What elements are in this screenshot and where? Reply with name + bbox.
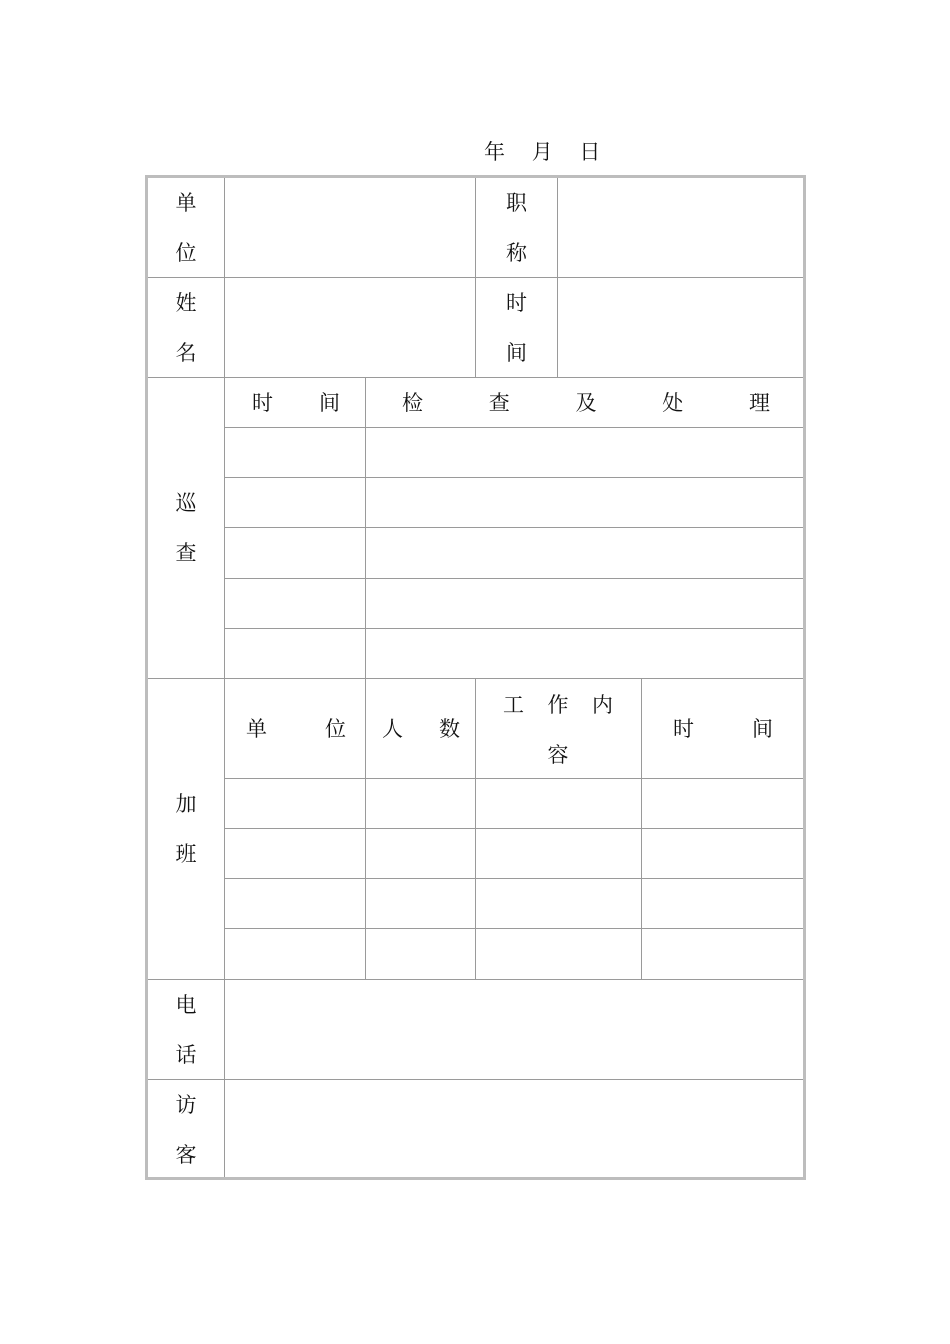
unit-field[interactable] (225, 178, 475, 277)
overtime-work-header: 工 作 内 容 (503, 693, 613, 767)
patrol-check-header: 检 查 及 处 理 (402, 391, 770, 415)
overtime-time-header: 时 间 (673, 717, 773, 741)
patrol-label: 巡 查 (175, 491, 197, 565)
duty-log-form (145, 175, 806, 1180)
name-field[interactable] (225, 278, 475, 377)
overtime-row[interactable] (225, 779, 803, 828)
patrol-row[interactable] (225, 629, 803, 678)
visitor-field[interactable] (225, 1080, 803, 1177)
overtime-count-header: 人 数 (382, 717, 460, 741)
date-line: 年 月 日 (484, 140, 601, 164)
overtime-row[interactable] (225, 879, 803, 928)
overtime-label: 加 班 (175, 792, 197, 866)
patrol-row[interactable] (225, 528, 803, 578)
title-label: 职 称 (506, 191, 527, 265)
overtime-unit-header: 单 位 (246, 717, 346, 741)
unit-label: 单 位 (175, 191, 197, 265)
patrol-time-header: 时 间 (252, 391, 340, 415)
visitor-label: 访 客 (175, 1093, 197, 1167)
patrol-row[interactable] (225, 478, 803, 527)
overtime-row[interactable] (225, 929, 803, 979)
phone-field[interactable] (225, 980, 803, 1079)
patrol-row[interactable] (225, 428, 803, 477)
time-label: 时 间 (506, 291, 527, 365)
name-label: 姓 名 (175, 291, 197, 365)
phone-label: 电 话 (175, 993, 197, 1067)
time-field[interactable] (558, 278, 803, 377)
patrol-row[interactable] (225, 579, 803, 628)
title-field[interactable] (558, 178, 803, 277)
overtime-row[interactable] (225, 829, 803, 878)
